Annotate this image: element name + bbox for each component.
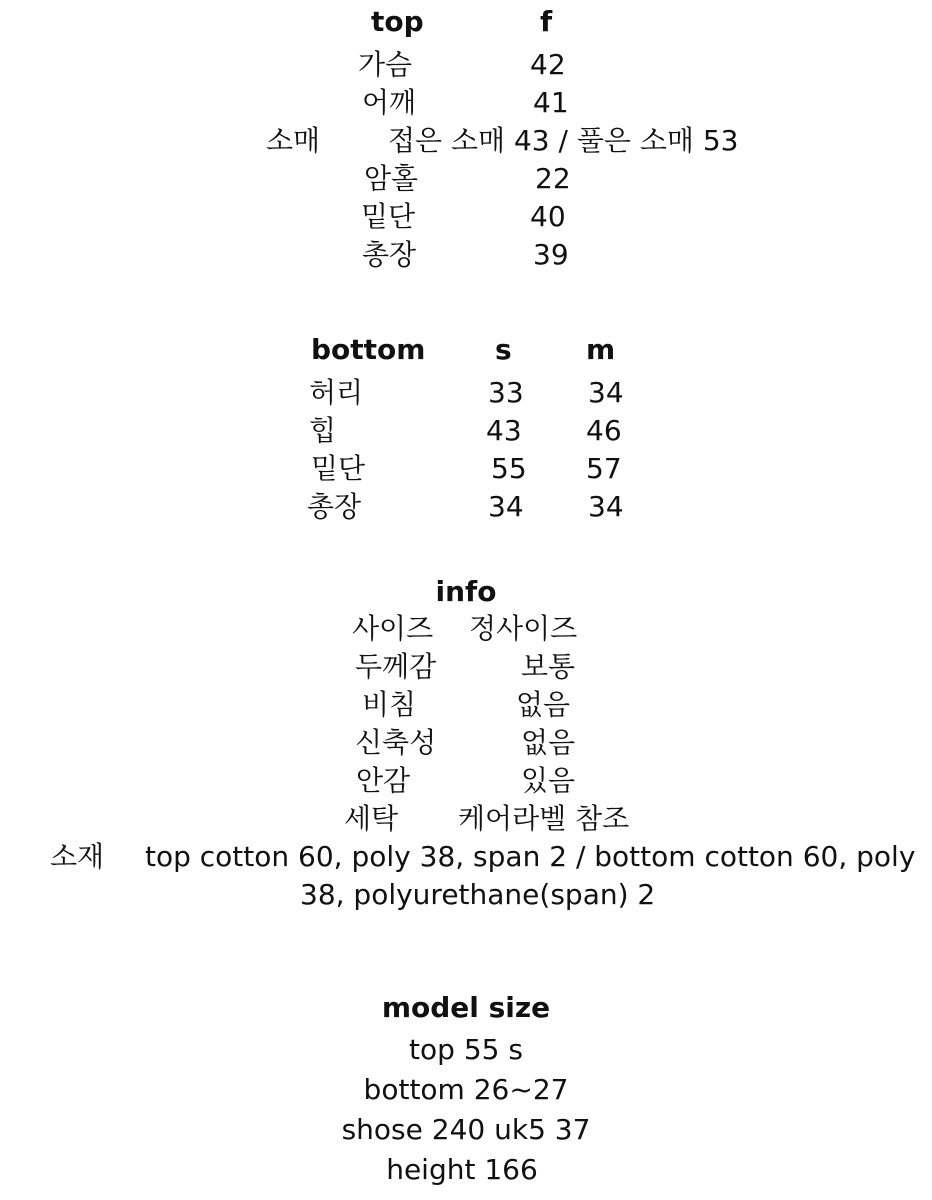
info-label-size: 사이즈 xyxy=(352,612,434,645)
top-value-sleeve: 접은 소매 43 / 풀은 소매 53 xyxy=(388,124,739,157)
top-label-sleeve: 소매 xyxy=(266,124,321,157)
bottom-s-hip: 43 xyxy=(486,414,522,447)
top-label-chest: 가슴 xyxy=(358,48,413,81)
info-heading: info xyxy=(435,575,497,608)
top-value-armhole: 22 xyxy=(535,162,571,195)
model-top-size: top 55 s xyxy=(409,1033,523,1066)
info-value-washing: 케어라벨 참조 xyxy=(458,802,630,835)
model-height: height 166 xyxy=(386,1153,538,1186)
info-value-material-line2: 38, polyurethane(span) 2 xyxy=(300,878,656,911)
bottom-m-waist: 34 xyxy=(588,376,624,409)
info-value-stretch: 없음 xyxy=(521,726,576,759)
bottom-label-waist: 허리 xyxy=(309,376,364,409)
info-label-thickness: 두께감 xyxy=(355,650,437,683)
top-label-hem: 밑단 xyxy=(361,200,416,233)
info-label-lining: 안감 xyxy=(356,764,411,797)
top-value-chest: 42 xyxy=(530,48,566,81)
bottom-s-length: 34 xyxy=(488,490,524,523)
bottom-label-length: 총장 xyxy=(307,490,362,523)
model-shoe-size: shose 240 uk5 37 xyxy=(341,1113,591,1146)
info-label-sheerness: 비침 xyxy=(362,688,417,721)
bottom-size-m-header: m xyxy=(586,333,616,366)
info-label-stretch: 신축성 xyxy=(355,726,437,759)
bottom-m-hem: 57 xyxy=(586,452,622,485)
bottom-s-hem: 55 xyxy=(491,452,527,485)
top-label-shoulder: 어깨 xyxy=(362,86,417,119)
top-size-f-header: f xyxy=(540,5,553,38)
bottom-s-waist: 33 xyxy=(488,376,524,409)
info-value-size: 정사이즈 xyxy=(469,612,578,645)
top-heading: top xyxy=(371,5,424,38)
model-size-heading: model size xyxy=(381,991,551,1024)
top-value-length: 39 xyxy=(533,238,569,271)
bottom-heading: bottom xyxy=(311,333,426,366)
top-value-hem: 40 xyxy=(530,200,566,233)
info-label-material: 소재 xyxy=(50,840,105,873)
info-label-washing: 세탁 xyxy=(344,802,399,835)
top-value-shoulder: 41 xyxy=(533,86,569,119)
bottom-m-hip: 46 xyxy=(586,414,622,447)
top-label-length: 총장 xyxy=(362,238,417,271)
info-value-sheerness: 없음 xyxy=(516,688,571,721)
info-value-thickness: 보통 xyxy=(521,650,576,683)
top-label-armhole: 암홀 xyxy=(364,162,419,195)
bottom-label-hip: 힙 xyxy=(309,414,337,447)
bottom-size-s-header: s xyxy=(495,333,512,366)
model-bottom-size: bottom 26~27 xyxy=(363,1073,569,1106)
bottom-label-hem: 밑단 xyxy=(311,452,366,485)
info-value-lining: 있음 xyxy=(521,764,576,797)
bottom-m-length: 34 xyxy=(588,490,624,523)
info-value-material-line1: top cotton 60, poly 38, span 2 / bottom cotton 60, poly xyxy=(145,840,916,873)
